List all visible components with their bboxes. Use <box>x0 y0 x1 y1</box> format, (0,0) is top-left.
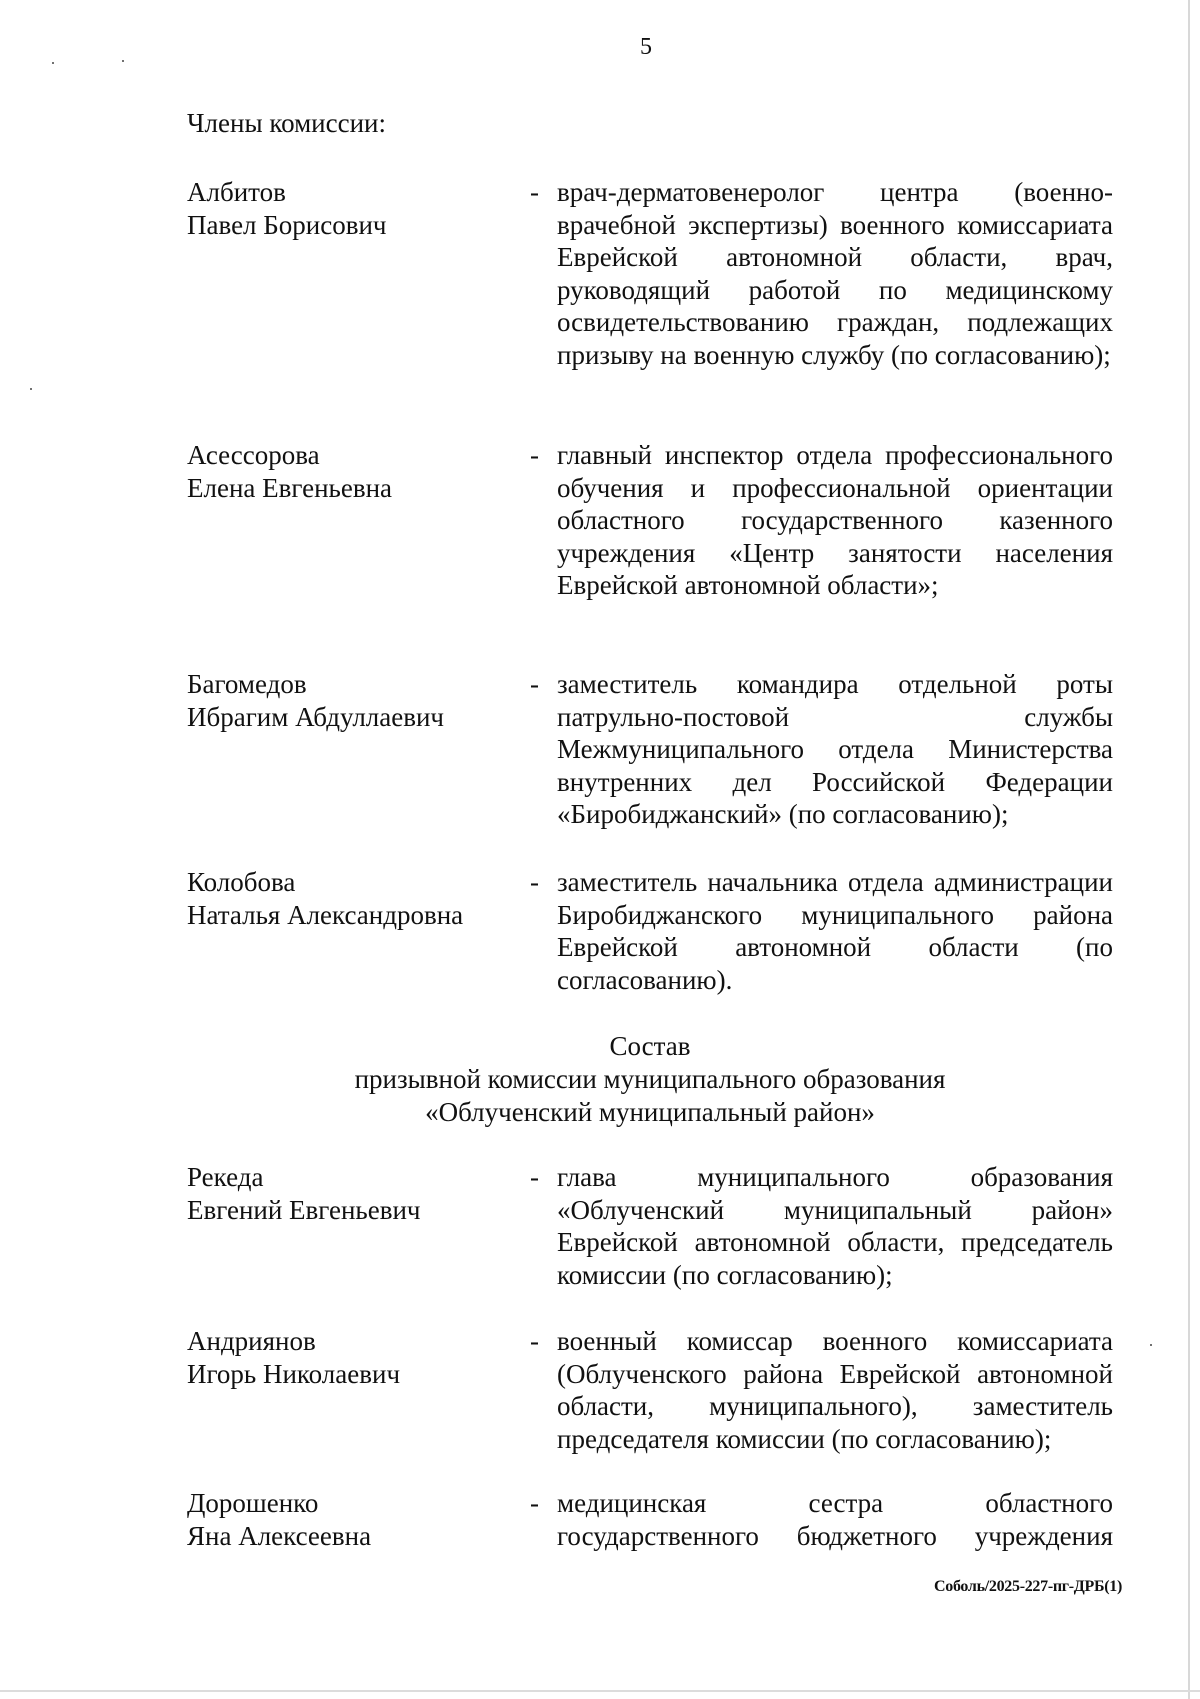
entry-dash: - <box>530 669 539 699</box>
member-surname: Албитов <box>187 177 286 207</box>
entry-dash: - <box>530 1488 539 1518</box>
entry-dash: - <box>530 440 539 470</box>
member-description: глава муниципального образования «Облученский муниципальный район» Еврейской автономной области, председатель комиссии (по согласованию); <box>557 1162 1113 1290</box>
member-given-names: Евгений Евгеньевич <box>187 1194 421 1225</box>
member-given-names: Ибрагим Абдуллаевич <box>187 701 445 732</box>
entry-dash: - <box>530 177 539 207</box>
member-surname: Дорошенко <box>187 1488 319 1518</box>
scan-speck <box>30 388 32 390</box>
member-description: заместитель начальника отдела администрации Биробиджанского муниципального района Еврейской автономной области (по согласованию). <box>557 867 1113 995</box>
member-entry-rekeda <box>187 1161 1113 1291</box>
entry-dash: - <box>530 1162 539 1192</box>
member-entry-asessorova <box>187 439 1113 602</box>
member-description: главный инспектор отдела профессионального обучения и профессиональной ориентации областного государственного казенного учреждения «Центр занятости населения Еврейской автономной области»; <box>557 440 1113 601</box>
member-given-names: Елена Евгеньевна <box>187 472 393 503</box>
member-entry-kolobova <box>187 866 1113 996</box>
member-surname: Колобова <box>187 867 296 897</box>
member-name <box>187 439 517 504</box>
member-description: военный комиссар военного комиссариата (Облученского района Еврейской автономной области, муниципального), заместитель председателя комиссии (по согласованию); <box>557 1326 1113 1454</box>
page-number: 5 <box>640 34 652 60</box>
member-entry-albitov <box>187 176 1113 372</box>
member-surname: Рекеда <box>187 1162 264 1192</box>
member-name <box>187 1161 517 1226</box>
member-name <box>187 1487 517 1552</box>
member-description: врач-дерматовенеролог центра (военно-врачебной экспертизы) военного комиссариата Еврейской автономной области, врач, руководящий работой по медицинскому освидетельствованию граждан, подлежащих призыву на военную службу (по согласованию); <box>557 177 1113 370</box>
member-name <box>187 866 517 931</box>
member-name <box>187 1325 517 1390</box>
member-given-names: Яна Алексеевна <box>187 1520 372 1551</box>
scan-speck <box>1150 1344 1152 1346</box>
member-given-names: Наталья Александровна <box>187 899 464 930</box>
member-name <box>187 176 517 241</box>
member-entry-doroshenko <box>187 1487 1113 1552</box>
member-surname: Асессорова <box>187 440 320 470</box>
scan-speck <box>52 62 54 64</box>
composition-heading-district: «Облученский муниципальный район» <box>425 1097 875 1127</box>
entry-dash: - <box>530 867 539 897</box>
member-surname: Андриянов <box>187 1326 316 1356</box>
member-description: заместитель командира отдельной роты патрульно-постовой службы Межмуниципального отдела Министерства внутренних дел Российской Федерации «Биробиджанский» (по согласованию); <box>557 669 1113 830</box>
entry-dash: - <box>530 1326 539 1356</box>
member-given-names: Игорь Николаевич <box>187 1358 401 1389</box>
composition-heading-title: Состав <box>609 1031 691 1061</box>
member-description: медицинская сестра областного государственного бюджетного учреждения <box>557 1488 1113 1551</box>
member-entry-andriyanov <box>187 1325 1113 1455</box>
member-name <box>187 668 517 733</box>
scan-edge-bottom <box>0 1690 1200 1692</box>
composition-heading-subtitle: призывной комиссии муниципального образования <box>354 1064 946 1094</box>
document-code: Соболь/2025-227-пг-ДРБ(1) <box>933 1578 1122 1595</box>
members-heading: Члены комиссии: <box>187 108 386 138</box>
scan-edge-right <box>1188 0 1190 1699</box>
member-surname: Багомедов <box>187 669 307 699</box>
member-entry-bagomedov <box>187 668 1113 831</box>
composition-heading <box>200 1030 1100 1129</box>
member-given-names: Павел Борисович <box>187 209 387 240</box>
